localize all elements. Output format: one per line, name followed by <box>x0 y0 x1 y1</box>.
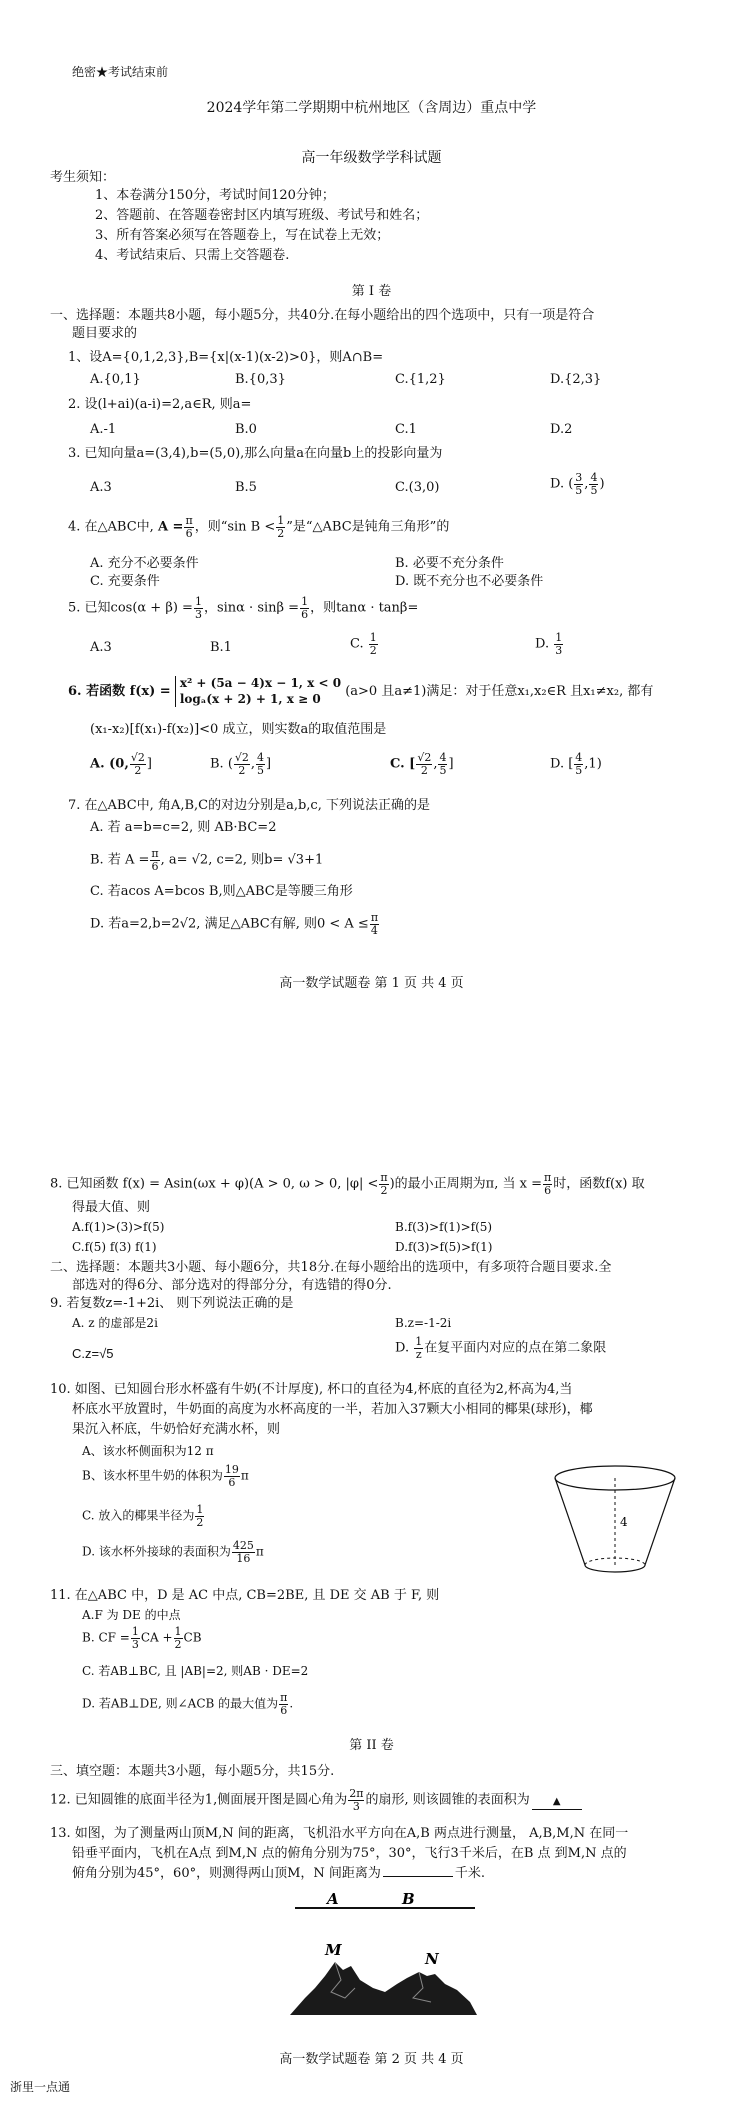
q2-option-c: C.1 <box>395 422 417 437</box>
page-one-footer: 高一数学试题卷 第 1 页 共 4 页 <box>279 976 464 991</box>
peak-n-label: N <box>425 1950 439 1968</box>
section-two-intro-cont: 部选对的得6分、部分选对的得部分分，有选错的得0分. <box>72 1278 392 1293</box>
cup-left-side <box>555 1478 585 1565</box>
q13-stem-line3: 俯角分别为45°，60°，则测得两山顶M，N 间距离为 千米. <box>72 1866 486 1881</box>
q5-option-b: B.1 <box>210 640 232 655</box>
q8-option-b: B.f(3)>f(1)>f(5) <box>395 1220 493 1234</box>
q11-option-c: C. 若AB⊥BC, 且 |AB|=2, 则AB · DE=2 <box>82 1664 309 1678</box>
section-two-intro: 二、选择题：本题共3小题、每小题6分，共18分.在每小题给出的选项中，有多项符合题目要求.全 <box>50 1260 612 1275</box>
q7-option-d: D. 若a=2,b=2√2, 满足△ABC有解, 则0 < A ≤ $\frac{\pi}{4}$ <box>90 911 379 937</box>
q12-stem: 12. 已知圆锥的底面半径为1,侧面展开图是圆心角为 $\frac{2\pi}{3}$ 的扇形, 则该圆锥的表面积为 ▲ <box>50 1788 584 1812</box>
point-b-label: B <box>402 1890 415 1908</box>
q1-option-d: D.{2,3} <box>550 372 602 387</box>
q8-option-a: A.f(1)>(3)>f(5) <box>72 1220 165 1234</box>
peak-m-label: M <box>325 1941 342 1959</box>
q3-option-d-prefix: D. ( <box>550 476 574 492</box>
notes-heading: 考生须知： <box>50 170 116 185</box>
q13-stem: 13. 如图，为了测量两山顶M,N 间的距离，飞机沿水平方向在A,B 两点进行测量， A,B,M,N 在同一 <box>50 1826 629 1841</box>
section-one-intro-cont: 题目要求的 <box>72 326 138 341</box>
mountain-range <box>290 1962 477 2015</box>
cup-base <box>585 1565 645 1572</box>
q11-stem: 11. 在△ABC 中，D 是 AC 中点, CB=2BE, 且 DE 交 AB 于 F, 则 <box>50 1588 440 1603</box>
cup-figure <box>548 1460 683 1580</box>
section-one-intro: 一、选择题：本题共8小题，每小题5分，共40分.在每小题给出的四个选项中，只有一项是符合 <box>50 308 595 323</box>
q4-option-c: C. 充要条件 <box>90 574 160 589</box>
volume-two-title: 第 II 卷 <box>349 1738 394 1753</box>
note-item: 4、考试结束后、只需上交答题卷. <box>95 248 290 263</box>
q1-option-c: C.{1,2} <box>395 372 446 387</box>
q8-option-c: C.f(5) f(3) f(1) <box>72 1240 157 1254</box>
q10-option-a: A、该水杯侧面积为12 π <box>82 1444 214 1458</box>
q3-option-c: C.(3,0) <box>395 480 440 495</box>
brand-watermark: 浙里一点通 <box>10 2080 71 2094</box>
q10-stem-line2: 杯底水平放置时，牛奶面的高度为水杯高度的一半，若加入37颗大小相同的椰果(球形)，椰 <box>72 1402 593 1417</box>
school-title: 2024学年第二学期期中杭州地区（含周边）重点中学 <box>206 100 537 116</box>
q10-option-b: B、该水杯里牛奶的体积为 $\frac{19}{6}$ π <box>82 1463 249 1489</box>
q11-option-a: A.F 为 DE 的中点 <box>82 1608 181 1622</box>
q2-option-b: B.0 <box>235 422 257 437</box>
q2-stem: 2. 设(l+ai)(a-i)=2,a∈R, 则a= <box>68 397 252 412</box>
q6-stem: 6. 若函数 f(x) = x² + (5a − 4)x − 1, x < 0 logₐ(x + 2) + 1, x ≥ 0 (a>0 且a≠1)满足：对于任意x₁,x₂∈R 且x₁≠x₂, 都有 <box>68 676 654 706</box>
q6-option-a: A. (0, $\frac{√2}{2}$ ] <box>90 751 152 777</box>
q10-option-d: D. 该水杯外接球的表面积为 $\frac{425}{16}$ π <box>82 1539 264 1565</box>
q7-stem: 7. 在△ABC中, 角A,B,C的对边分别是a,b,c, 下列说法正确的是 <box>68 798 430 813</box>
q7-option-c: C. 若acos A=bcos B,则△ABC是等腰三角形 <box>90 884 353 899</box>
q5-option-d: D. $\frac{1}{3}$ <box>535 631 563 657</box>
q10-stem-line3: 果沉入杯底，牛奶恰好充满水杯，则 <box>72 1422 281 1437</box>
q1-option-b: B.{0,3} <box>235 372 286 387</box>
q9-option-c: C.z=√5 <box>72 1346 114 1361</box>
q13-stem-line2: 铅垂平面内，飞机在A点 到M,N 点的俯角分别为75°，30°，飞行3千米后，在B 点 到M,N 点的 <box>72 1846 627 1861</box>
q2-option-d: D.2 <box>550 422 573 437</box>
q8-stem-line2: 得最大值、则 <box>72 1200 151 1215</box>
q3-stem: 3. 已知向量a=(3,4),b=(5,0),那么向量a在向量b上的投影向量为 <box>68 446 443 461</box>
page-two-footer: 高一数学试题卷 第 2 页 共 4 页 <box>279 2052 464 2067</box>
section-three-intro: 三、填空题：本题共3小题，每小题5分，共15分. <box>50 1764 335 1779</box>
volume-one-title: 第 I 卷 <box>351 284 392 299</box>
q1-option-a: A.{0,1} <box>90 372 141 387</box>
mountains-figure <box>285 1880 480 2030</box>
q3-option-b: B.5 <box>235 480 257 495</box>
q6-stem-line2: (x₁-x₂)[f(x₁)-f(x₂)]<0 成立，则实数a的取值范围是 <box>90 722 387 737</box>
note-item: 1、本卷满分150分，考试时间120分钟； <box>95 188 335 203</box>
q4-option-a: A. 充分不必要条件 <box>90 556 199 571</box>
cup-height-label: 4 <box>620 1515 628 1529</box>
q3-option-d: D. ( $\frac{3}{5}$ , $\frac{4}{5}$ ) <box>550 471 605 497</box>
fraction: $\frac{4}{5}$ <box>590 471 598 497</box>
q4-stem: 4. 在△ABC中, A = $\frac{\pi}{6}$ ，则“sin B < $\frac{1}{2}$ ”是“△ABC是钝角三角形”的 <box>68 514 450 540</box>
q7-option-b: B. 若 A = $\frac{\pi}{6}$ , a= √2, c=2, 则b= √3+1 <box>90 847 324 873</box>
q9-option-a: A. z 的虚部是2i <box>72 1316 158 1330</box>
q4-option-b: B. 必要不充分条件 <box>395 556 504 571</box>
q8-option-d: D.f(3)>f(5)>f(1) <box>395 1240 493 1254</box>
q9-option-b: B.z=-1-2i <box>395 1316 452 1330</box>
answer-blank <box>383 1876 453 1877</box>
cup-right-side <box>645 1478 675 1565</box>
q7-option-a: A. 若 a=b=c=2, 则 AB·BC=2 <box>90 820 277 835</box>
note-item: 2、答题前、在答题卷密封区内填写班级、考试号和姓名； <box>95 208 429 223</box>
q10-option-c: C. 放入的椰果半径为 $\frac{1}{2}$ <box>82 1503 204 1529</box>
subject-title: 高一年级数学学科试题 <box>301 150 442 166</box>
q5-option-c: C. $\frac{1}{2}$ <box>350 631 377 657</box>
q5-stem: 5. 已知cos(α + β) = $\frac{1}{3}$ ，sinα · sinβ = $\frac{1}{6}$ ，则tanα · tanβ= <box>68 595 419 621</box>
q3-option-a: A.3 <box>90 480 112 495</box>
q2-option-a: A.-1 <box>90 422 117 437</box>
q5-option-a: A.3 <box>90 640 112 655</box>
q9-stem: 9. 若复数z=-1+2i、 则下列说法正确的是 <box>50 1296 294 1311</box>
q6-option-d: D. [ $\frac{4}{5}$ ,1) <box>550 751 602 777</box>
q6-option-b: B. ( $\frac{√2}{2}$ , $\frac{4}{5}$ ] <box>210 751 272 777</box>
q8-stem: 8. 已知函数 f(x) = Asin(ωx + φ)(A > 0, ω > 0, |φ| < $\frac{\pi}{2}$ )的最小正周期为π, 当 x = $\frac{\pi}{6}$ 时，函数f(x) 取 <box>50 1171 645 1197</box>
answer-blank: ▲ <box>532 1793 582 1810</box>
q9-option-d: D. $\frac{1}{z}$ 在复平面内对应的点在第二象限 <box>395 1335 607 1361</box>
point-a-label: A <box>327 1890 339 1908</box>
piecewise-brace: x² + (5a − 4)x − 1, x < 0 logₐ(x + 2) + 1, x ≥ 0 <box>175 676 341 707</box>
q10-stem: 10. 如图、已知圆台形水杯盛有牛奶(不计厚度), 杯口的直径为4,杯底的直径为2,杯高为4,当 <box>50 1382 573 1397</box>
q1-stem: 1、设A={0,1,2,3},B={x|(x-1)(x-2)>0}，则A∩B= <box>68 350 384 365</box>
q11-option-d: D. 若AB⊥DE, 则∠ACB 的最大值为 $\frac{\pi}{6}$ . <box>82 1691 294 1717</box>
secret-label: 绝密★考试结束前 <box>72 65 169 79</box>
q6-option-c: C. [ $\frac{√2}{2}$ , $\frac{4}{5}$ ] <box>390 751 454 777</box>
note-item: 3、所有答案必须写在答题卷上，写在试卷上无效； <box>95 228 390 243</box>
q11-option-b: B. CF = $\frac{1}{3}$ CA + $\frac{1}{2}$ CB <box>82 1625 202 1651</box>
q4-option-d: D. 既不充分也不必要条件 <box>395 574 544 589</box>
fraction: $\frac{3}{5}$ <box>575 471 583 497</box>
